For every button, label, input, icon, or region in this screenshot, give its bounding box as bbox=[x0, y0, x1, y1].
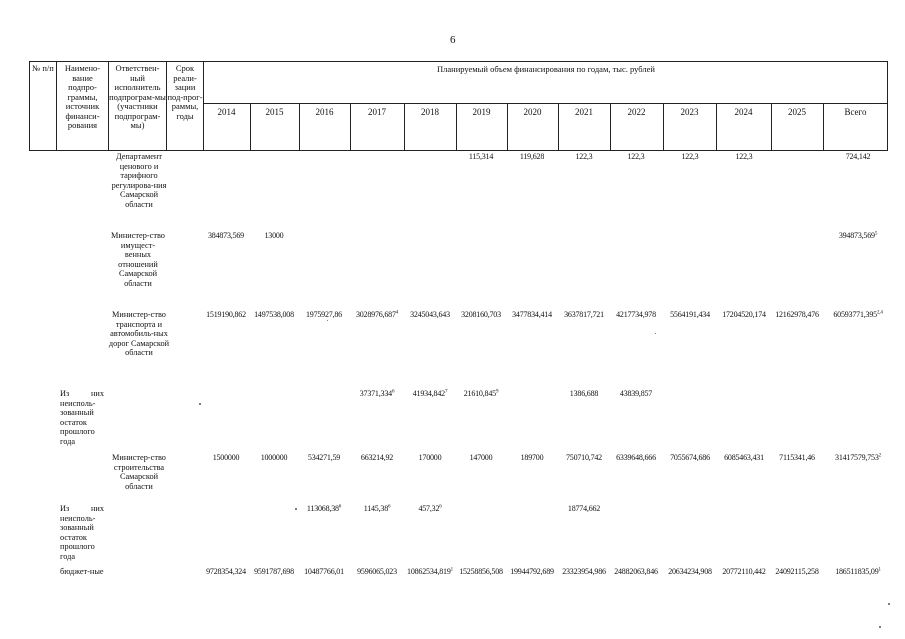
footnote-mark: 6 bbox=[338, 504, 342, 510]
table-cell: 3245043,643 bbox=[410, 310, 450, 319]
table-cell: 1500000 bbox=[212, 453, 240, 462]
footnote-mark: 6 bbox=[391, 389, 395, 395]
row-name-budget: бюджет-ные bbox=[60, 567, 104, 576]
table-cell: 9728354,324 bbox=[206, 567, 246, 576]
row-name-unused-2: Из них неисполь-зованный остаток прошлого года bbox=[60, 504, 104, 561]
table-cell: 384873,569 bbox=[207, 231, 244, 240]
footnote-mark: 7 bbox=[444, 389, 448, 395]
table-cell: 41934,842$^7$ bbox=[412, 389, 448, 398]
table-cell: 115,314 bbox=[468, 152, 494, 161]
table-cell: 3477834,414 bbox=[512, 310, 552, 319]
year-header: 2019 bbox=[472, 107, 491, 117]
footnote-mark: 4 bbox=[395, 310, 399, 316]
footnote-mark: 6 bbox=[388, 504, 391, 510]
footnote-mark: 1 bbox=[878, 567, 881, 573]
year-header: Всего bbox=[844, 107, 867, 117]
footnote-mark: 1 bbox=[450, 567, 453, 573]
table-cell: 20634234,908 bbox=[668, 567, 712, 576]
table-cell: 6085463,431 bbox=[724, 453, 764, 462]
footnote-mark: 5 bbox=[874, 231, 878, 237]
table-cell: 724,142 bbox=[845, 152, 871, 161]
footnote-mark: 2,4 bbox=[876, 310, 883, 316]
table-cell: 1386,688 bbox=[569, 389, 599, 398]
table-cell: 7055674,686 bbox=[670, 453, 710, 462]
table-cell: 17204520,174 bbox=[722, 310, 766, 319]
table-cell: 750710,742 bbox=[565, 453, 602, 462]
table-cell: 119,628 bbox=[519, 152, 545, 161]
table-cell: 170000 bbox=[418, 453, 442, 462]
year-header: 2015 bbox=[265, 107, 284, 117]
table-cell: 9591787,698 bbox=[254, 567, 294, 576]
table-cell: 10487766,01 bbox=[304, 567, 344, 576]
footnote-mark: 2 bbox=[878, 453, 881, 459]
row-executor-property: Министер-ство имущест-венных отношений Самарской области bbox=[111, 231, 165, 288]
year-header: 2017 bbox=[368, 107, 386, 117]
table-cell: 3637817,721 bbox=[564, 310, 604, 319]
header-planned: Планируемый объем финансирования по годам, тыс. рублей bbox=[437, 64, 655, 74]
table-cell: 24092115,258 bbox=[775, 567, 819, 576]
table-cell: 60593771,395$^{2,4}$ bbox=[833, 310, 883, 319]
header-num: № п/п bbox=[32, 63, 54, 73]
table-cell: 37371,334$^6$ bbox=[359, 389, 395, 398]
footnote-mark: 6 bbox=[439, 504, 442, 510]
table-cell: 43839,857 bbox=[619, 389, 653, 398]
row-name-unused-1: Из них неисполь-зованный остаток прошлого года bbox=[60, 389, 104, 446]
header-executor: Ответствен-ный исполнитель подпрограм-мы (участники подпрограм-мы) bbox=[109, 63, 166, 130]
table-cell: 4217734,978 bbox=[616, 310, 656, 319]
table-cell: 122,3 bbox=[575, 152, 593, 161]
page-number: 6 bbox=[450, 34, 456, 46]
row-executor-tariff: Департамент ценового и тарифного регулирова-ния Самарской области bbox=[111, 152, 167, 209]
table-cell: 9596065,023 bbox=[357, 567, 397, 576]
year-header: 2023 bbox=[680, 107, 699, 117]
row-executor-construction: Министер-ство строительства Самарской области bbox=[112, 453, 166, 491]
table-cell: 6339648,666 bbox=[616, 453, 656, 462]
table-cell: 663214,92 bbox=[360, 453, 394, 462]
table-cell: 19944792,689 bbox=[510, 567, 554, 576]
table-cell: 186511835,09$^1$ bbox=[835, 567, 881, 576]
table-cell: 7115341,46 bbox=[779, 453, 815, 462]
table-cell: 457,32$^6$ bbox=[418, 504, 442, 513]
table-cell: 5564191,434 bbox=[670, 310, 710, 319]
footnote-mark: 9 bbox=[495, 389, 499, 395]
table-cell: 10862534,819$^1$ bbox=[407, 567, 453, 576]
year-header: 2016 bbox=[315, 107, 334, 117]
table-cell: 147000 bbox=[469, 453, 493, 462]
year-header: 2021 bbox=[575, 107, 593, 117]
table-cell: 534271,59 bbox=[307, 453, 341, 462]
table-cell: 3208160,703 bbox=[461, 310, 501, 319]
year-header: 2018 bbox=[421, 107, 439, 117]
table-cell: 31417579,753$^2$ bbox=[835, 453, 881, 462]
table-cell: 122,3 bbox=[681, 152, 699, 161]
row-executor-transport: Министер-ство транспорта и автомобиль-ных дорог Самарской области bbox=[108, 310, 170, 358]
table-cell: 20772110,442 bbox=[722, 567, 766, 576]
table-cell: 12162978,476 bbox=[775, 310, 819, 319]
header-name: Наимено-вание подпро-граммы, источник финанси-рования bbox=[64, 63, 101, 130]
table-cell: 113068,38$^6$ bbox=[306, 504, 342, 513]
table-cell: 1145,38$^6$ bbox=[363, 504, 391, 513]
year-header: 2022 bbox=[627, 107, 646, 117]
table-cell: 1519190,862 bbox=[206, 310, 246, 319]
year-header: 2020 bbox=[523, 107, 542, 117]
table-cell: 1975927,86 bbox=[305, 310, 342, 319]
table-cell: 189700 bbox=[520, 453, 544, 462]
table-cell: 122,3 bbox=[735, 152, 753, 161]
table-cell: 1497538,008 bbox=[254, 310, 294, 319]
table-cell: 15258856,508 bbox=[459, 567, 503, 576]
table-cell: 13000 bbox=[264, 231, 284, 240]
year-header: 2024 bbox=[734, 107, 753, 117]
table-cell: 18774,662 bbox=[567, 504, 601, 513]
table-cell: 122,3 bbox=[627, 152, 645, 161]
table-cell: 21610,845$^9$ bbox=[463, 389, 499, 398]
header-term: Срок реали-зации под-прог-раммы, годы bbox=[167, 63, 203, 121]
year-header: 2014 bbox=[217, 107, 236, 117]
table-cell: 1000000 bbox=[260, 453, 288, 462]
table-cell: 24882063,846 bbox=[614, 567, 658, 576]
table-cell: 394873,569$^5$ bbox=[838, 231, 878, 240]
year-header: 2025 bbox=[788, 107, 806, 117]
table-cell: 23323954,986 bbox=[562, 567, 606, 576]
table-cell: 3028976,687$^4$ bbox=[355, 310, 399, 319]
